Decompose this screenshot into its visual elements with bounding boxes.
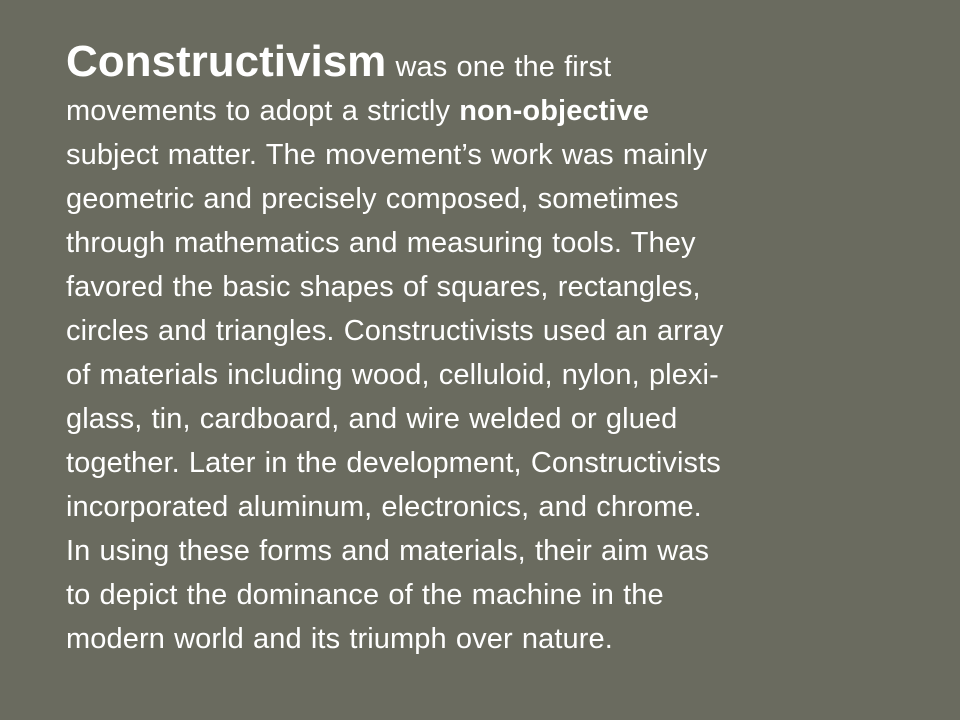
line-8: of materials including wood, celluloid, nylon, plexi- (66, 359, 719, 391)
line-2 (66, 89, 906, 133)
line-11: incorporated aluminum, electronics, and chrome. (66, 491, 702, 523)
line-9: glass, tin, cardboard, and wire welded or glued (66, 403, 678, 435)
line-7: circles and triangles. Constructivists used an array (66, 315, 724, 347)
bold-term: non-objective (459, 95, 650, 127)
line-10: together. Later in the development, Constructivists (66, 447, 721, 479)
line-12: In using these forms and materials, their aim was (66, 535, 710, 567)
line-14: modern world and its triumph over nature. (66, 623, 613, 655)
body-paragraph (66, 37, 906, 661)
line-5: through mathematics and measuring tools. They (66, 227, 696, 259)
line-6: favored the basic shapes of squares, rectangles, (66, 271, 701, 303)
line-3: subject matter. The movement’s work was mainly (66, 139, 708, 171)
line-2-text: movements to adopt a strictly (66, 95, 460, 127)
line-1 (66, 37, 906, 89)
lead-term: Constructivism (66, 37, 387, 86)
line-1-rest: was one the first (386, 51, 612, 83)
line-13: to depict the dominance of the machine in the (66, 579, 664, 611)
line-4: geometric and precisely composed, sometimes (66, 183, 679, 215)
